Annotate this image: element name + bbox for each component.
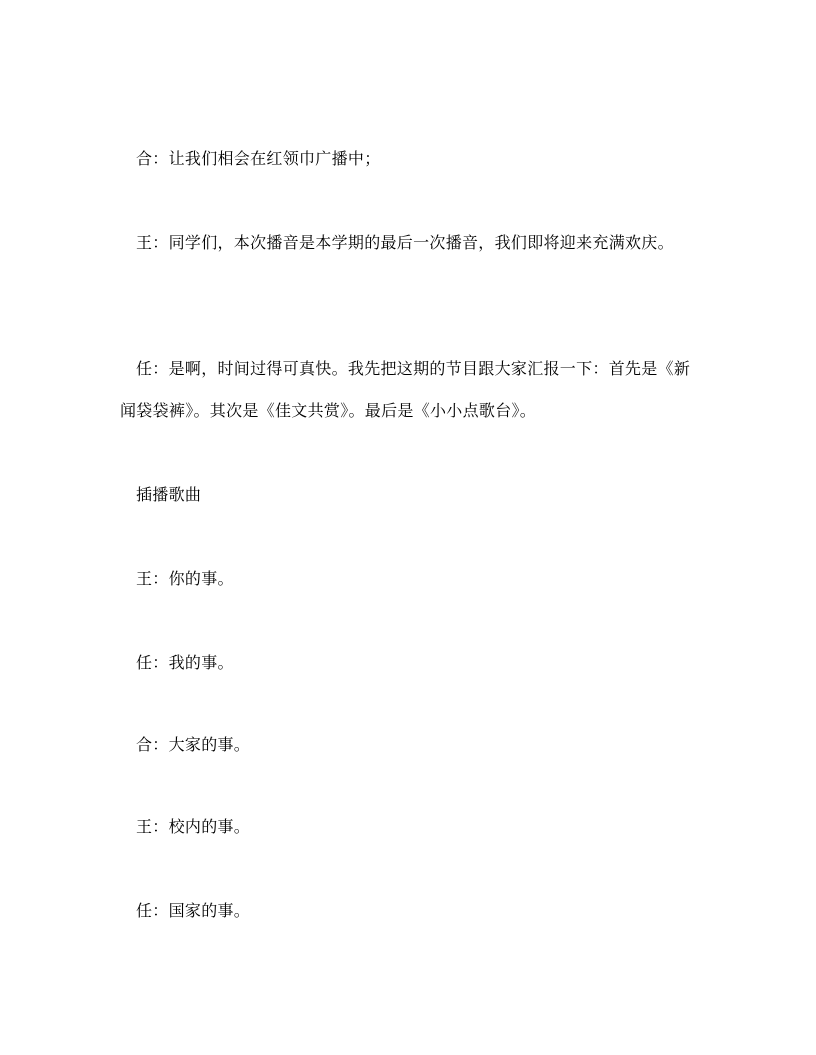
paragraph-ren-national-matter: 任：国家的事。 [136,901,251,920]
paragraph-ren-program-overview: 任：是啊，时间过得可真快。我先把这期的节目跟大家汇报一下：首先是《新闻袋袋裤》。其次是《佳文共赏》。最后是《小小点歌台》。 [120,359,691,420]
paragraph-ren-my-matter: 任：我的事。 [136,653,234,672]
paragraph-wang-your-matter: 王：你的事。 [136,569,234,588]
paragraph-song-break: 插播歌曲 [136,485,202,504]
paragraph-wang-last-broadcast: 王：同学们，本次播音是本学期的最后一次播音，我们即将迎来充满欢庆。 [136,233,674,252]
paragraph-he-welcome: 合：让我们相会在红领巾广播中； [136,149,381,168]
paragraph-wang-school-matter: 王：校内的事。 [136,817,251,836]
paragraph-he-everyone-matter: 合：大家的事。 [136,735,251,754]
